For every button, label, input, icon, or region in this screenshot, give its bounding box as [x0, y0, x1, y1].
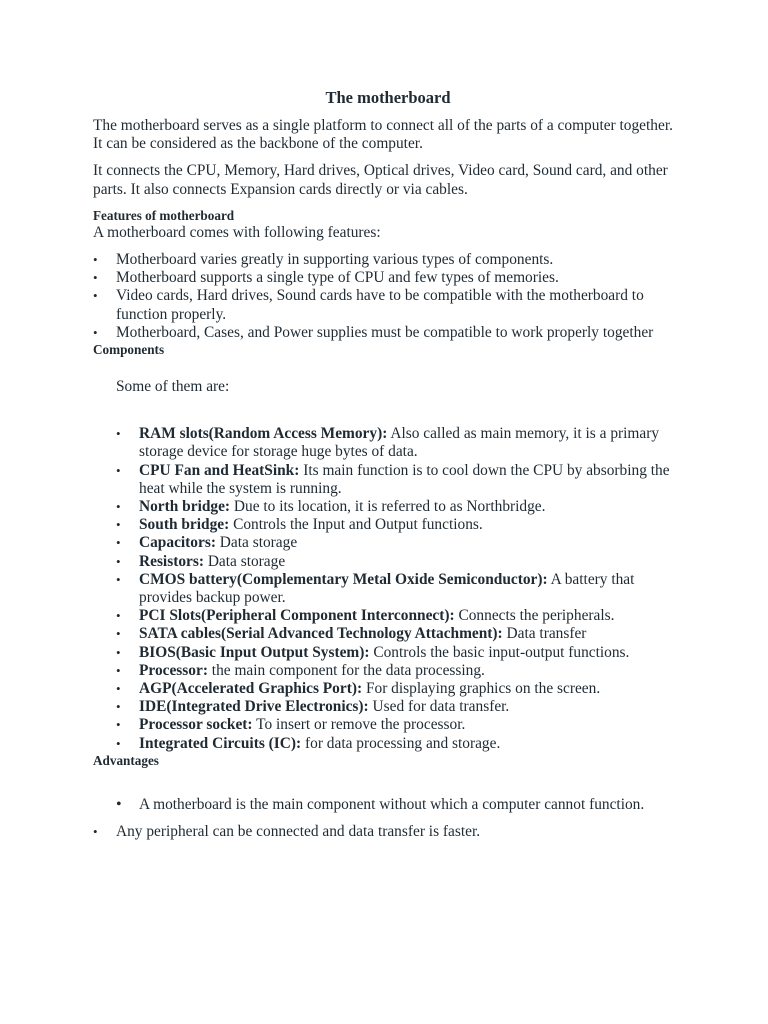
components-list [116, 425, 683, 753]
component-desc: A battery that provides backup power. [139, 570, 635, 607]
advantages-heading: Advantages [93, 752, 159, 768]
list-item: • Motherboard varies greatly in supporting various types of components. [93, 251, 683, 269]
component-term: CPU Fan and HeatSink: [139, 461, 300, 479]
component-desc: the main component for the data processing. [207, 661, 485, 679]
component-term: North bridge: [139, 498, 231, 516]
list-item [116, 662, 683, 680]
component-term: AGP(Accelerated Graphics Port): [139, 680, 363, 698]
features-list [93, 251, 683, 342]
list-item: • A motherboard is the main component without which a computer cannot function. [116, 796, 683, 814]
list-item: • Motherboard, Cases, and Power supplies must be compatible to work properly together [93, 324, 683, 342]
list-item [116, 516, 683, 534]
list-item [116, 625, 683, 643]
advantages-list [93, 823, 683, 841]
component-desc: Its main function is to cool down the CPU by absorbing the heat while the system is running. [139, 461, 670, 497]
component-term: CMOS battery(Complementary Metal Oxide Semiconductor): [139, 570, 548, 588]
component-desc: for data processing and storage. [301, 734, 501, 752]
component-desc: For displaying graphics on the screen. [362, 680, 601, 698]
component-desc: Due to its location, it is referred to as Northbridge. [230, 498, 546, 516]
list-item [116, 553, 683, 571]
document-page [93, 88, 683, 841]
component-term: Resistors: [139, 552, 204, 570]
advantages-indented-list [116, 796, 683, 814]
component-term: Capacitors: [139, 534, 216, 552]
component-desc: To insert or remove the processor. [252, 716, 466, 734]
list-item [116, 571, 683, 607]
list-item [116, 534, 683, 552]
list-item [116, 498, 683, 516]
list-item [116, 698, 683, 716]
component-desc: Used for data transfer. [368, 698, 510, 716]
intro-paragraph: It connects the CPU, Memory, Hard drives, Optical drives, Video card, Sound card, and other parts. It also connects Expansion cards directly or via cables. [93, 162, 668, 198]
component-term: PCI Slots(Peripheral Component Interconnect): [139, 607, 455, 625]
component-desc: Controls the basic input-output functions. [369, 643, 630, 661]
list-item: • Video cards, Hard drives, Sound cards have to be compatible with the motherboard to function properly. [93, 287, 683, 323]
document-title: The motherboard [325, 88, 451, 107]
component-term: RAM slots(Random Access Memory): [139, 425, 388, 443]
component-desc: Connects the peripherals. [454, 607, 615, 625]
component-desc: Data storage [215, 534, 298, 552]
component-desc: Controls the Input and Output functions. [229, 516, 483, 534]
components-heading: Components [93, 342, 165, 358]
features-heading: Features of motherboard [93, 207, 235, 223]
list-item [116, 735, 683, 753]
list-item [116, 644, 683, 662]
component-term: Processor: [139, 661, 208, 679]
list-item [116, 607, 683, 625]
component-term: IDE(Integrated Drive Electronics): [139, 698, 369, 716]
component-desc: Data storage [203, 552, 286, 570]
component-term: BIOS(Basic Input Output System): [139, 643, 370, 661]
components-intro: Some of them are: [116, 378, 230, 396]
component-term: South bridge: [139, 516, 230, 534]
list-item [116, 425, 683, 461]
list-item [116, 680, 683, 698]
features-intro: A motherboard comes with following features: [93, 223, 381, 241]
component-desc: Data transfer [502, 625, 587, 643]
intro-paragraph: The motherboard serves as a single platform to connect all of the parts of a computer together. It can be considered as the backbone of the computer. [93, 117, 673, 153]
component-term: Processor socket: [139, 716, 253, 734]
component-term: SATA cables(Serial Advanced Technology Attachment): [139, 625, 503, 643]
list-item: • Motherboard supports a single type of CPU and few types of memories. [93, 269, 683, 287]
component-desc: Also called as main memory, it is a primary storage device for storage huge bytes of data. [139, 425, 660, 461]
list-item [116, 716, 683, 734]
list-item: • Any peripheral can be connected and data transfer is faster. [93, 823, 683, 841]
component-term: Integrated Circuits (IC): [139, 734, 302, 752]
list-item [116, 462, 683, 498]
